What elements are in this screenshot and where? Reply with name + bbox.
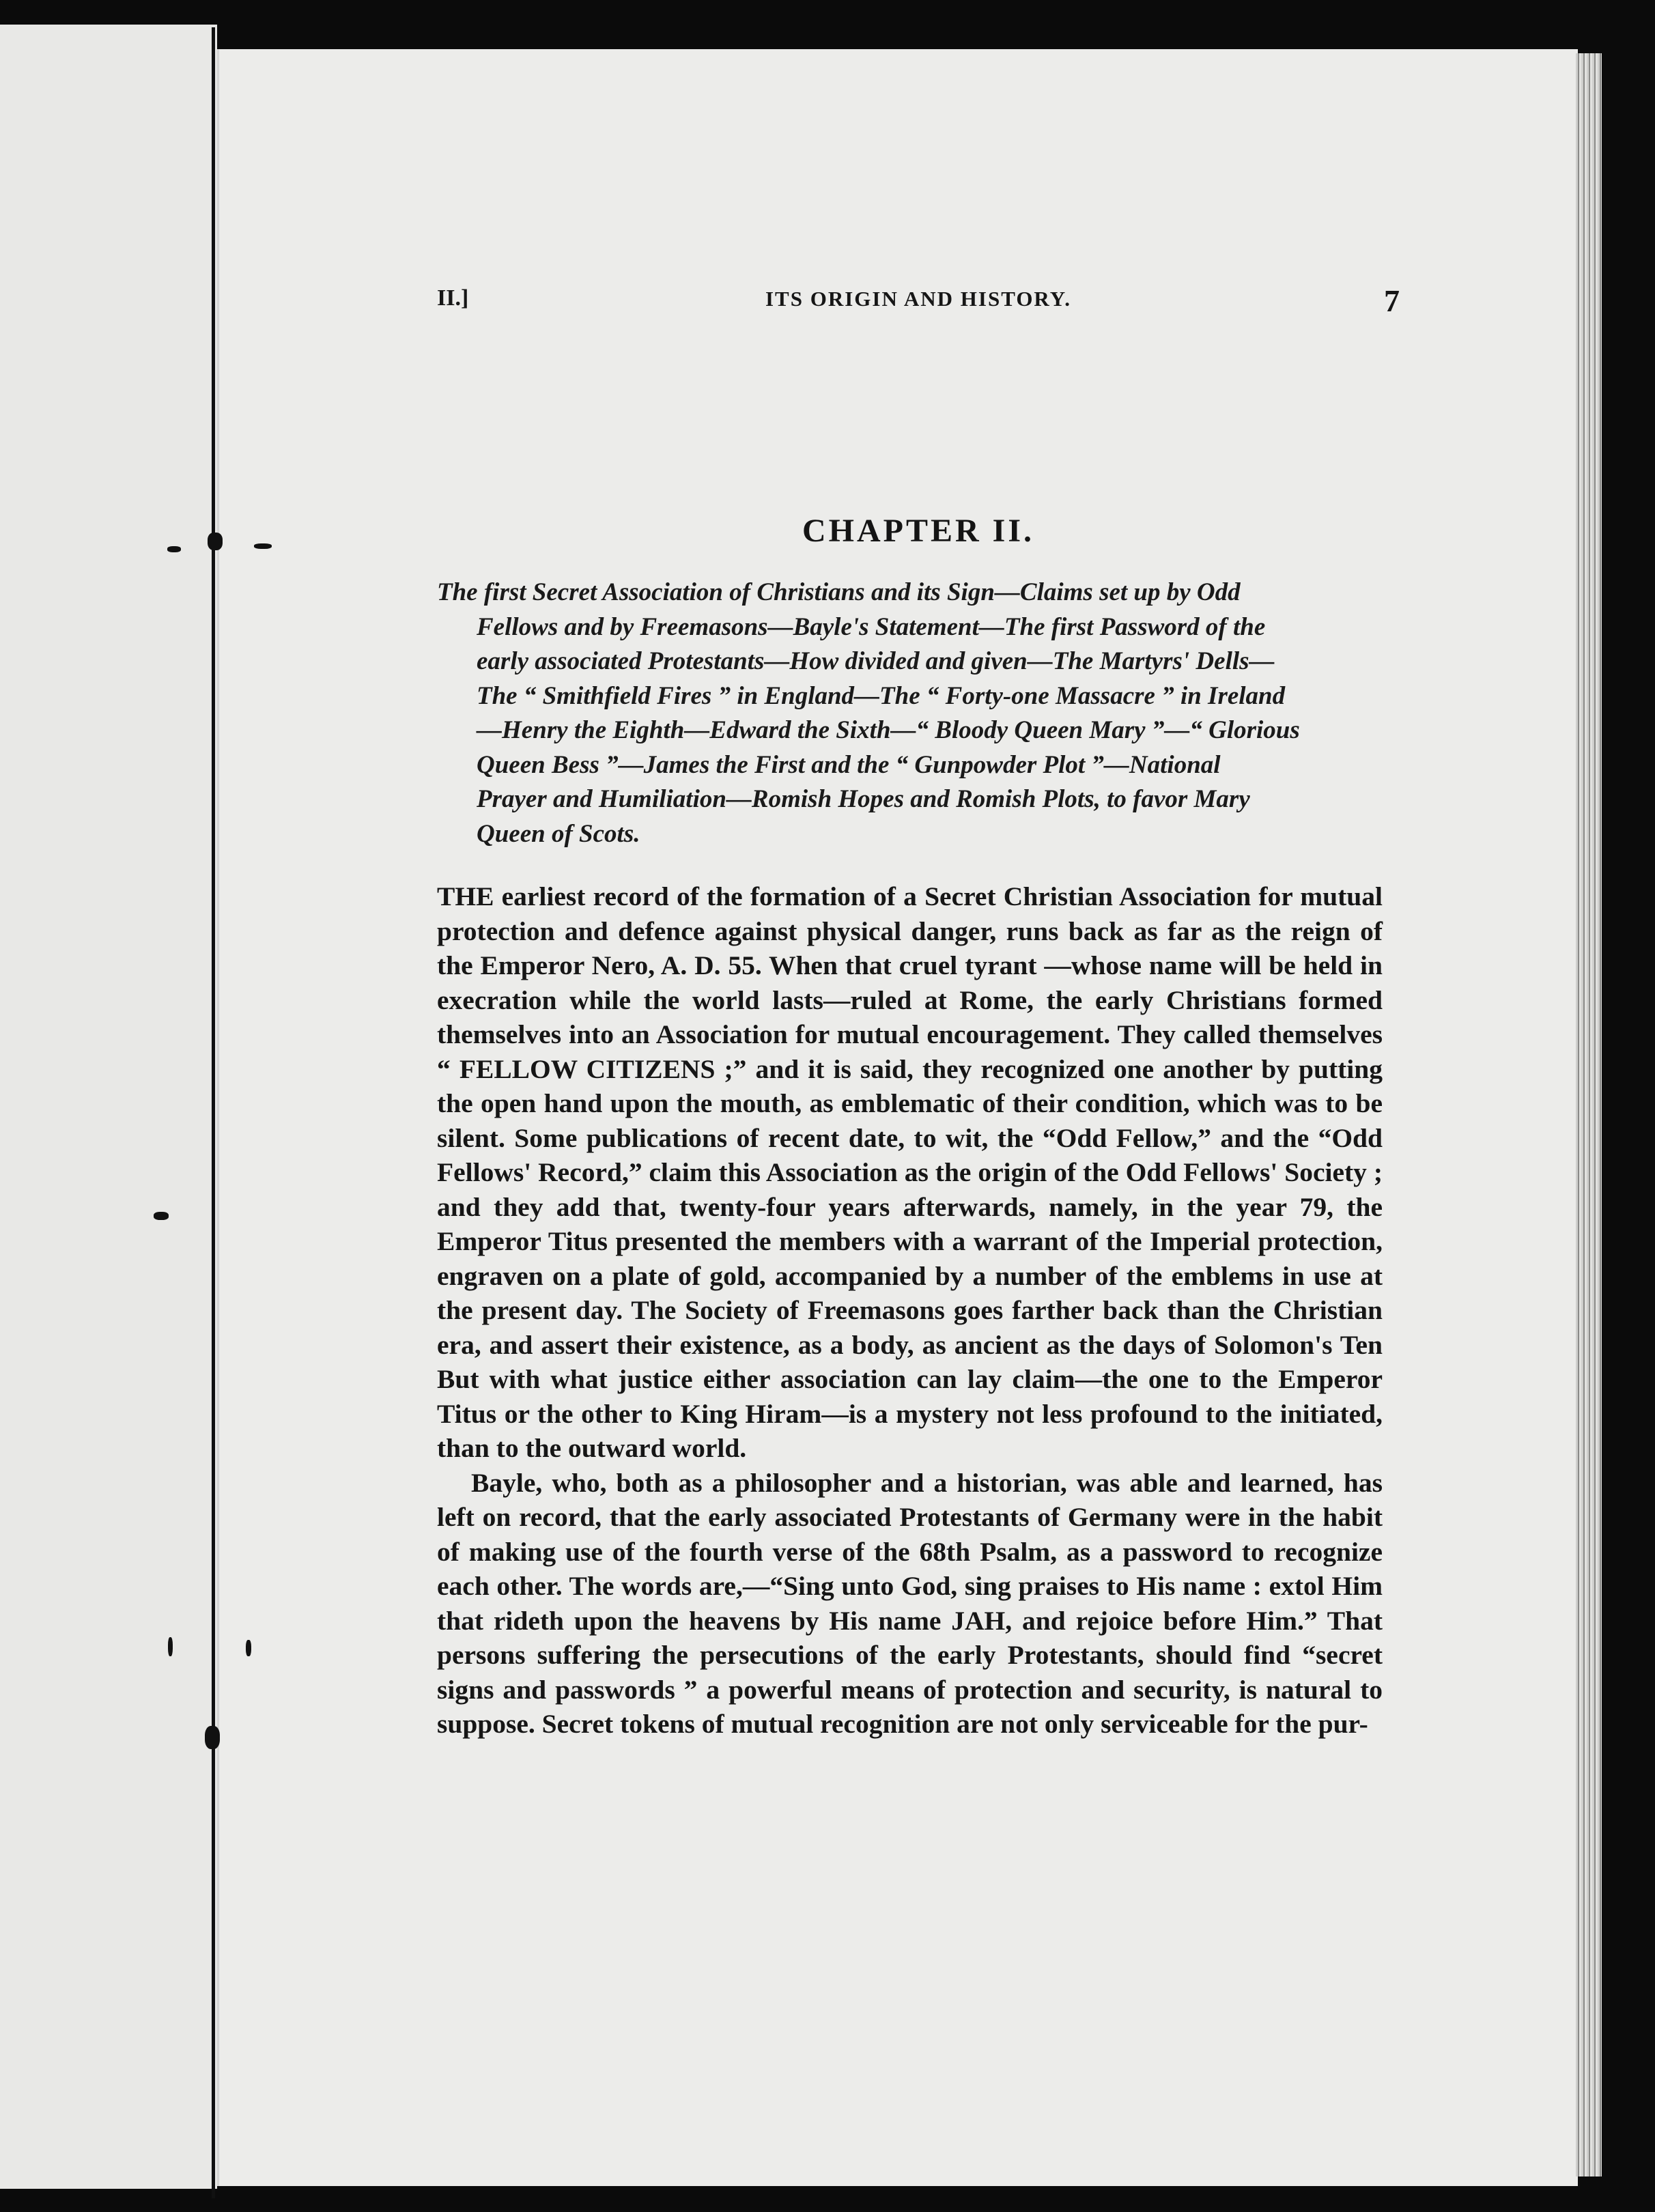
margin-mark (167, 546, 181, 552)
page-number: 7 (1384, 283, 1400, 318)
paragraph: Bayle, who, both as a philosopher and a historian, was able and learned, has left on record, that the early associated Protestants of Germany were in the habit of making use of the fourth verse of the 68th Psalm, as a password to recognize each other. The words are,—“Sing unto God, sing praises to His name : extol Him that rideth upon the heavens by His name JAH, and rejoice before Him.” That persons suffering the persecutions of the early Protestants, should find “secret signs and passwords ” a powerful means of protection and security, is natural to suppose. Secret tokens of mutual recognition are not only serviceable for the pur- (437, 1467, 1383, 1739)
gutter-shadow-line (212, 27, 215, 2198)
running-head-chapter: II.] (437, 285, 469, 311)
facing-page-scrap (0, 25, 217, 2189)
synopsis-line: Queen Bess ”—James the First and the “ Gunpowder Plot ”—National (477, 750, 1221, 779)
margin-mark (208, 533, 223, 550)
synopsis-line: The first Secret Association of Christians and its Sign—Claims set up by Odd (437, 578, 1241, 606)
synopsis-line: Prayer and Humiliation—Romish Hopes and Romish Plots, to favor Mary (477, 785, 1250, 813)
paragraph: THE earliest record of the formation of a Secret Christian Association for mutual protection and defence against physical danger, runs back as far as the reign of the Emperor Nero, A. D. 55. When that cruel tyrant —whose name will be held in execration while the world lasts—ruled at Rome, the early Christians formed themselves into an Association for mutual encouragement. They called themselves “ FELLOW CITIZENS ;” and it is said, they recognized one another by putting the open hand upon the mouth, as emblematic of their condition, which was to be silent. Some publications of recent date, to wit, the “Odd Fellow,” and the “Odd Fellows' Record,” claim this Association as the origin of the Odd Fellows' Society ; and they add that, twenty-four years afterwards, namely, in the year 79, the Emperor Titus presented the members with a warrant of the Imperial protection, engraven on a plate of gold, accompanied by a number of the emblems in use at the present day. The Society of Freemasons goes farther back than the Christian era, and assert their existence, as a body, as ancient as the days of Solomon's Ten But with what justice either association can lay claim—the one to the Emperor Titus or the other to King Hiram—is a mystery not less profound to the initiated, than to the outward world. (437, 881, 1383, 1463)
chapter-synopsis (437, 576, 1383, 851)
running-head-title: ITS ORIGIN AND HISTORY. (765, 287, 1072, 311)
running-head (437, 285, 1400, 326)
body-text (437, 879, 1383, 1742)
synopsis-line: Fellows and by Freemasons—Bayle's Statement—The first Password of the (477, 612, 1266, 641)
margin-mark (246, 1640, 251, 1656)
chapter-title: CHAPTER II. (802, 513, 1035, 549)
page-edges (1576, 53, 1602, 2176)
synopsis-line: —Henry the Eighth—Edward the Sixth—“ Bloody Queen Mary ”—“ Glorious (477, 716, 1300, 744)
margin-mark (254, 543, 272, 549)
synopsis-line: Queen of Scots. (477, 819, 640, 848)
margin-mark (154, 1212, 169, 1220)
synopsis-line: The “ Smithfield Fires ” in England—The “ Forty-one Massacre ” in Ireland (477, 681, 1286, 710)
margin-mark (168, 1637, 173, 1656)
margin-mark (205, 1726, 220, 1749)
synopsis-line: early associated Protestants—How divided and given—The Martyrs' Dells— (477, 647, 1275, 675)
